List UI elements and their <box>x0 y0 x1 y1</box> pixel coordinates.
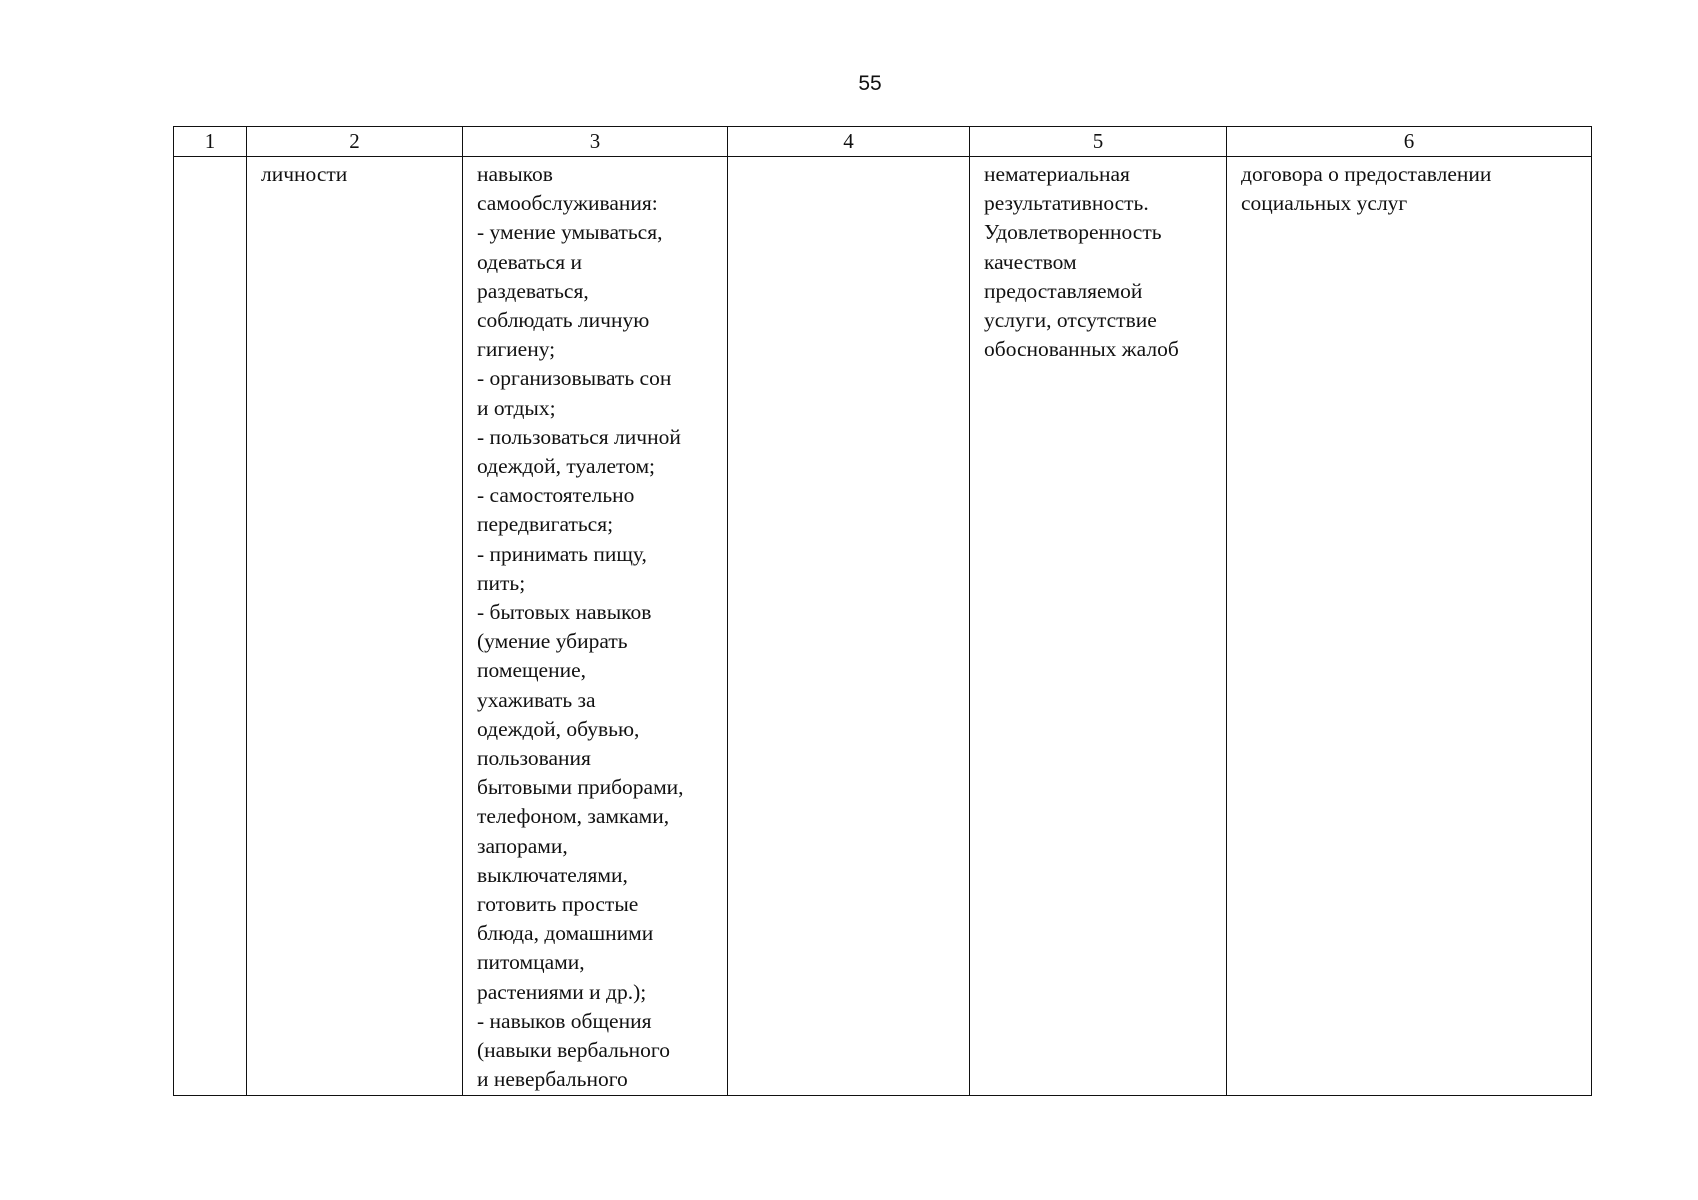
column-number-row <box>174 127 1592 157</box>
column-number-1: 1 <box>174 127 247 157</box>
cell-col-2-text: личности <box>261 162 348 186</box>
cell-col-4-text <box>728 157 969 160</box>
page-number: 55 <box>858 72 882 95</box>
services-table <box>173 126 1592 1096</box>
cell-col-3-text: навыков самообслуживания: - умение умываться, одеваться и раздеваться, соблюдать личную гигиену; - организовывать сон и отдых; - пользоваться личной одеждой, туалетом; - самостоятельно передвигаться; - принимать пищу, пить; - бытовых навыков (умение убирать помещение, ухаживать за одеждой, обувью, пользования бытовыми приборами, телефоном, замками, запорами, выключателями, готовить простые блюда, домашними питомцами, растениями и др.); - навыков общения (навыки вербального и невербального <box>477 162 684 1092</box>
cell-col-6 <box>1227 157 1592 1096</box>
column-number-4: 4 <box>728 127 970 157</box>
cell-col-2 <box>247 157 463 1096</box>
cell-col-5 <box>970 157 1227 1096</box>
cell-col-6-text: договора о предоставлении социальных услуг <box>1241 162 1492 216</box>
cell-col-5-text: нематериальная результативность. Удовлетворенность качеством предоставляемой услуги, отсутствие обоснованных жалоб <box>984 162 1179 362</box>
column-number-6: 6 <box>1227 127 1592 157</box>
cell-col-1-text <box>174 157 246 160</box>
cell-col-4 <box>728 157 970 1096</box>
cell-col-1 <box>174 157 247 1096</box>
cell-col-3 <box>463 157 728 1096</box>
table-row <box>174 157 1592 1096</box>
column-number-3: 3 <box>463 127 728 157</box>
column-number-2: 2 <box>247 127 463 157</box>
column-number-5: 5 <box>970 127 1227 157</box>
